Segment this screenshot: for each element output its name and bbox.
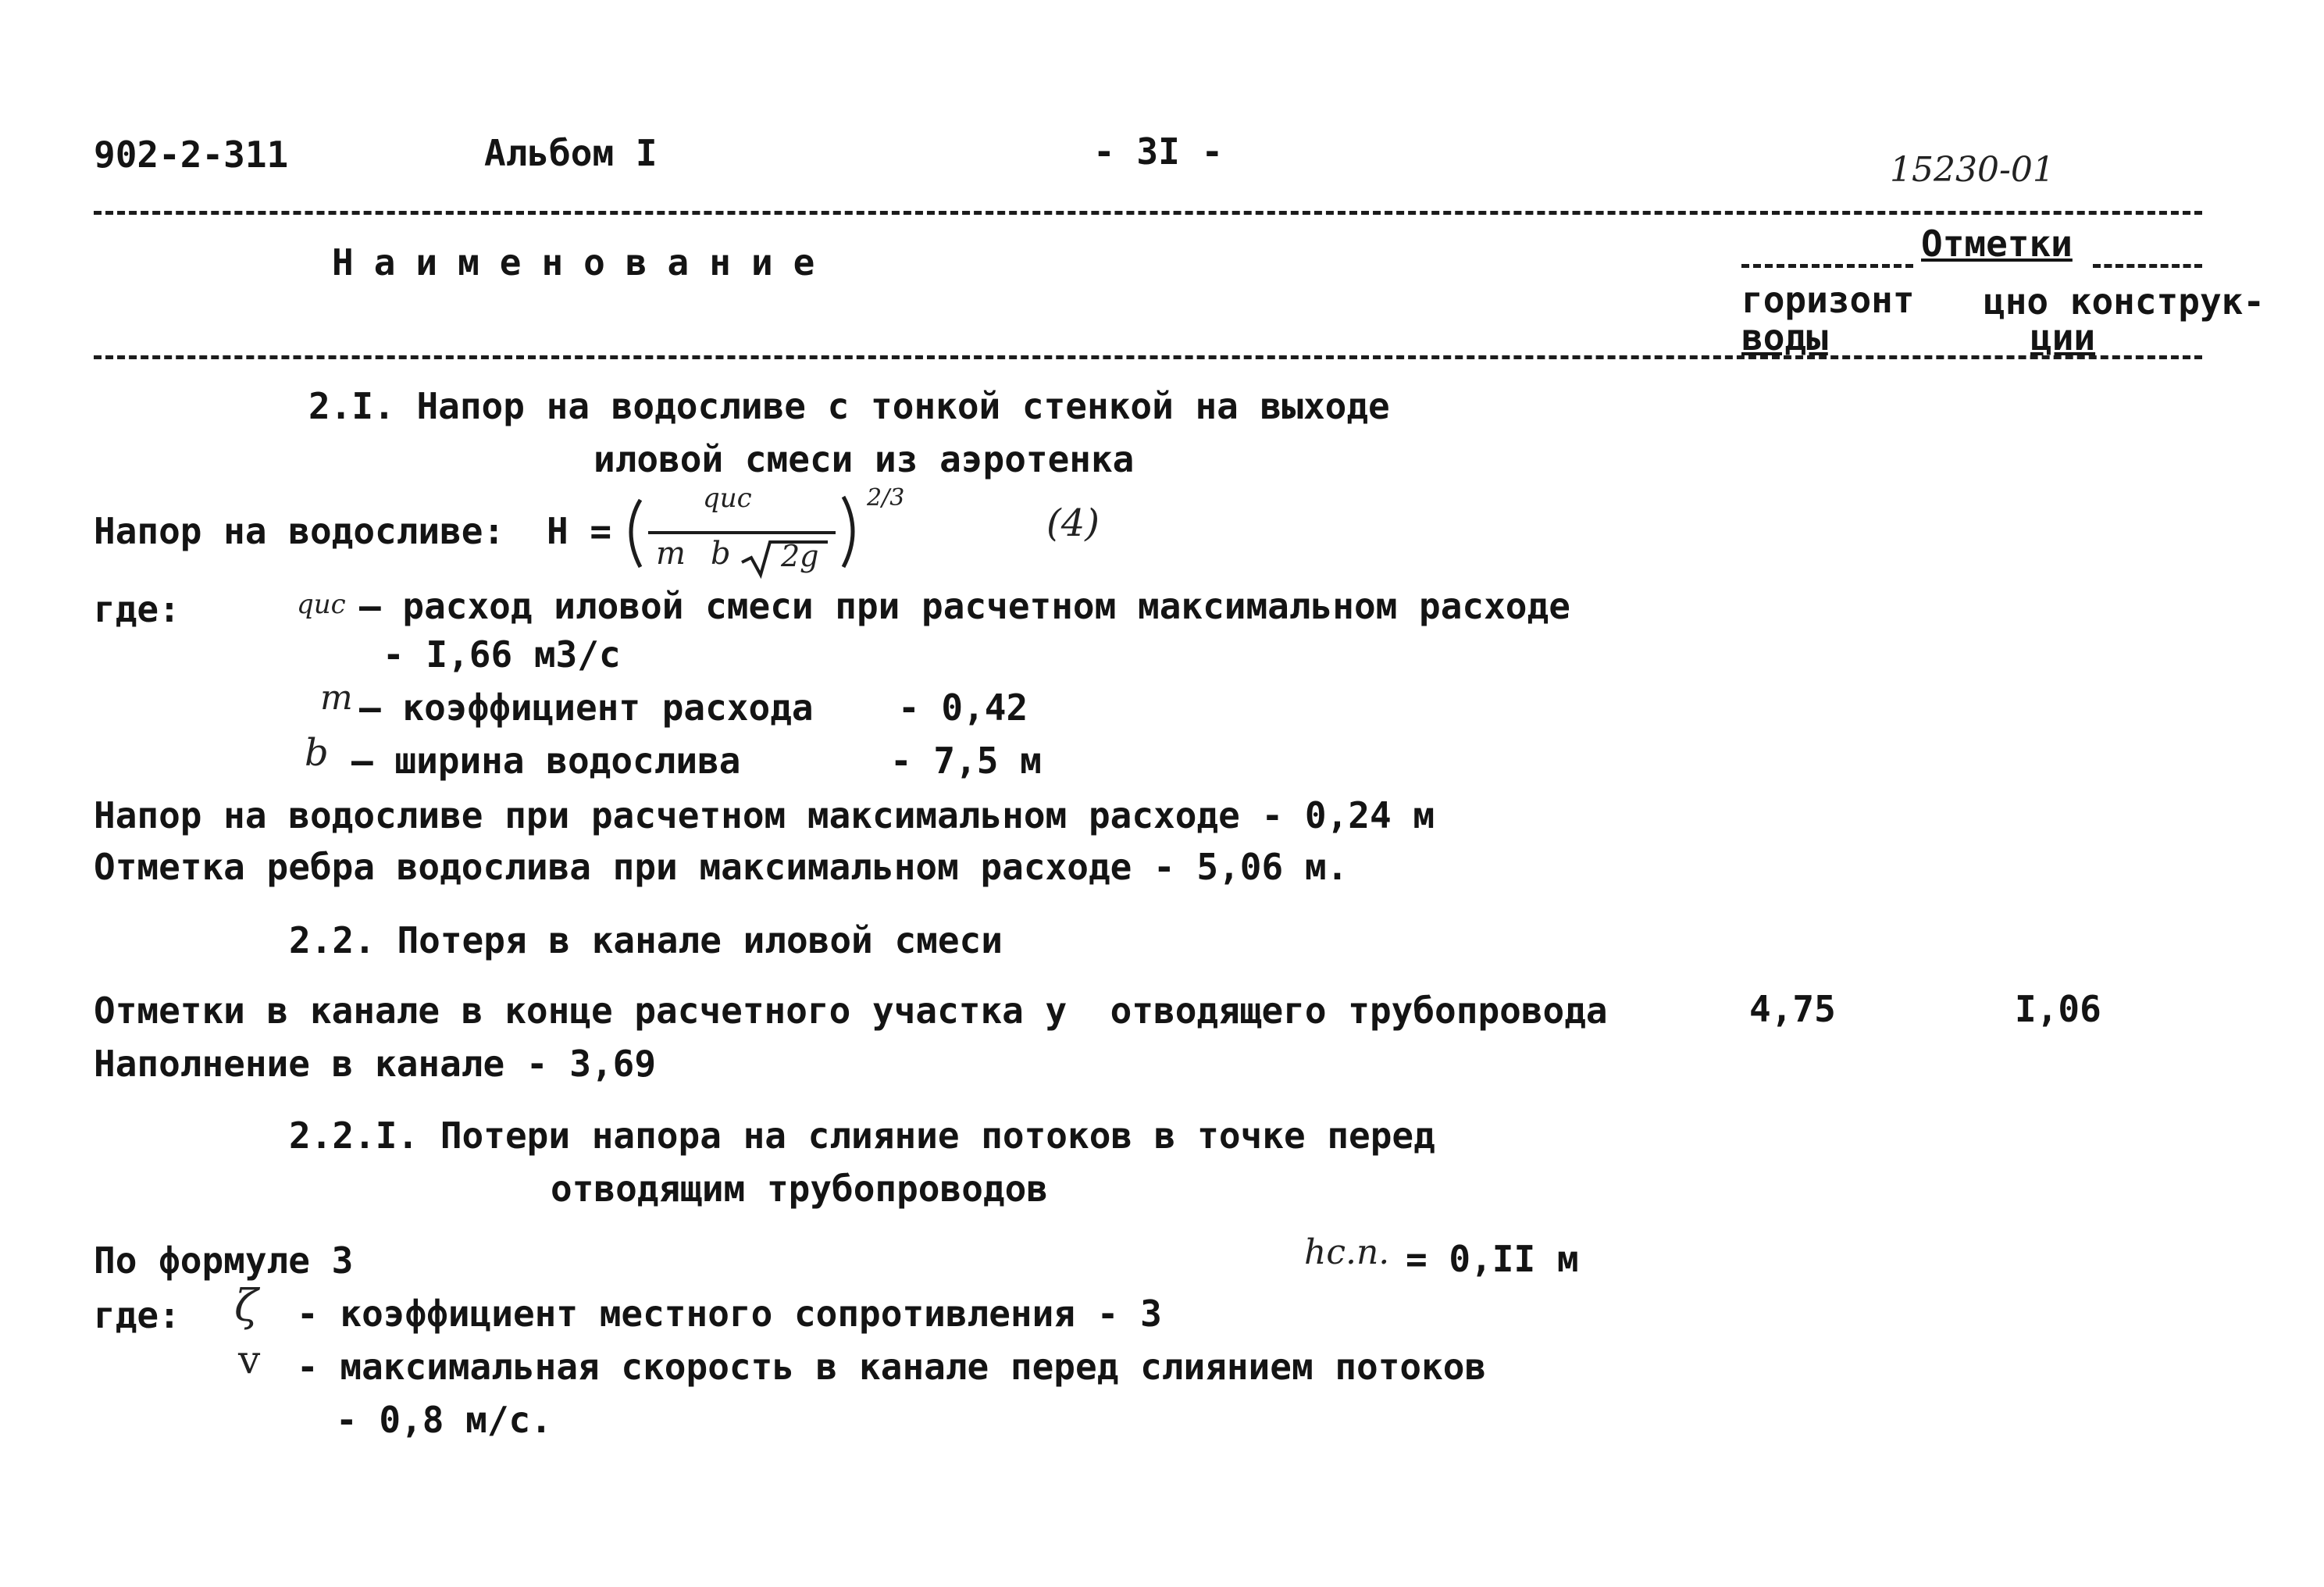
marks-header-dash-right xyxy=(2093,264,2202,268)
def-zeta-text: - коэффициент местного сопротивления - 3 xyxy=(297,1293,1162,1335)
head-loss-value: = 0,II м xyxy=(1406,1238,1579,1280)
marks-header-dash-left xyxy=(1741,264,1913,268)
formula-number: (4) xyxy=(1046,501,1100,545)
where-label-2: где: xyxy=(94,1294,180,1336)
def-q-value: - I,66 м3/с xyxy=(383,633,621,676)
channel-marks-text: Отметки в канале в конце расчетного участка у отводящего трубопровода xyxy=(94,990,1608,1032)
section-2-2-1-title: 2.2.I. Потери напора на слияние потоков в точке перед xyxy=(289,1114,1435,1157)
def-q-symbol: qис xyxy=(297,589,346,620)
def-v-text: - максимальная скорость в канале перед слиянием потоков xyxy=(297,1346,1487,1388)
mark-water-level: 4,75 xyxy=(1749,988,1836,1030)
def-zeta-symbol: ζ xyxy=(234,1281,258,1332)
def-m-text: – коэффициент расхода xyxy=(359,687,814,729)
formula-exponent: 2/3 xyxy=(867,484,905,512)
column-water-level-header: горизонт xyxy=(1741,279,1915,321)
column-water-level-header-2: воды xyxy=(1741,316,1828,358)
page-number: - 3I - xyxy=(1093,130,1224,173)
header-divider-bottom xyxy=(94,355,2202,359)
section-2-1-title-cont: иловой смеси из аэротенка xyxy=(593,438,1135,480)
def-b-text: – ширина водослива xyxy=(351,740,741,782)
formula-lhs: H = xyxy=(547,510,612,552)
formula-root-content: 2g xyxy=(781,539,819,573)
column-construction-header-2: ции xyxy=(2030,316,2096,358)
formula-numerator: qис xyxy=(703,483,752,514)
result-weir-crest: Отметка ребра водослива при максимальном расходе - 5,06 м. xyxy=(94,846,1349,888)
def-b-symbol: b xyxy=(305,731,329,775)
handwritten-doc-number: 15230-01 xyxy=(1890,150,2055,190)
formula-denominator-m: m xyxy=(656,536,686,572)
where-label: где: xyxy=(94,588,180,630)
def-v-value: - 0,8 м/с. xyxy=(336,1399,552,1441)
def-m-value: - 0,42 xyxy=(898,687,1028,729)
channel-filling: Наполнение в канале - 3,69 xyxy=(94,1043,657,1085)
section-2-2-1-title-cont: отводящим трубопроводов xyxy=(551,1168,1048,1210)
formula-label: Напор на водосливе: xyxy=(94,510,505,552)
result-head: Напор на водосливе при расчетном максимальном расходе - 0,24 м xyxy=(94,794,1435,836)
head-loss-symbol: hс.п. xyxy=(1304,1232,1390,1272)
def-m-symbol: m xyxy=(320,678,353,718)
column-construction-header: цно конструк- xyxy=(1984,280,2265,323)
def-b-value: - 7,5 м xyxy=(890,740,1042,782)
document-code: 902-2-311 xyxy=(94,134,289,176)
formula-reference: По формуле 3 xyxy=(94,1239,354,1282)
def-q-text: – расход иловой смеси при расчетном максимальном расходе xyxy=(359,585,1570,627)
section-2-2-title: 2.2. Потеря в канале иловой смеси xyxy=(289,919,1003,961)
column-name-header: Наименование xyxy=(332,241,836,284)
section-2-1-title: 2.I. Напор на водосливе с тонкой стенкой на выходе xyxy=(308,385,1390,427)
def-v-symbol: v xyxy=(238,1337,261,1382)
formula-denominator-b: b xyxy=(711,536,731,572)
album-label: Альбом I xyxy=(484,132,658,174)
mark-construction: I,06 xyxy=(2015,988,2101,1030)
header-divider-top xyxy=(94,211,2202,215)
column-marks-header: Отметки xyxy=(1921,223,2073,265)
